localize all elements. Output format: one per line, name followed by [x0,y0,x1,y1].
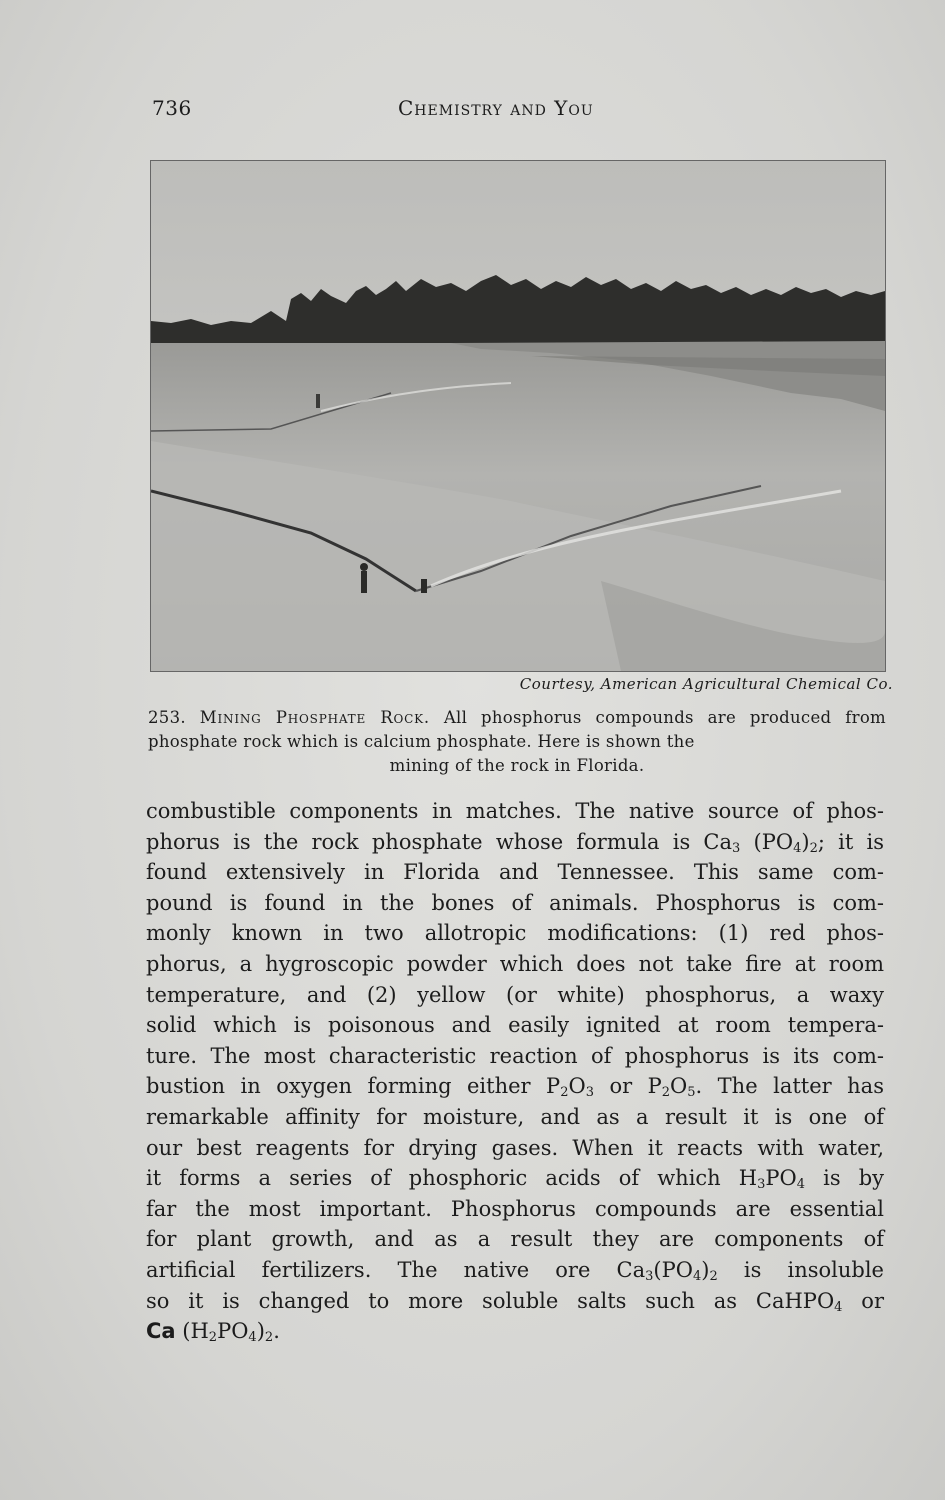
text-line: so it is changed to more soluble salts such as CaHPO$_4$ or [146,1288,884,1315]
text-line: remarkable affinity for moisture, and as a result it is one of [146,1104,884,1129]
text-line: phorus, a hygroscopic powder which does not take fire at room [146,951,884,976]
photo-credit: Courtesy, American Agricultural Chemical Co. [519,675,893,693]
text-line: phorus is the rock phosphate whose formula is $Ca_3$ $(PO_4)_2$; it is [146,829,884,856]
text-line: bustion in oxygen forming either $P_2O_3$ or $P_2O_5$. The latter has [146,1074,884,1101]
text-line: solid which is poisonous and easily ignited at room tempera- [146,1013,884,1038]
text-line: combustible components in matches. The native source of phos- [146,799,884,823]
figure-number: 253. [148,708,186,727]
text-line: pound is found in the bones of animals. Phosphorus is com- [146,890,884,915]
text-line: found extensively in Florida and Tennessee. This same com- [146,860,884,885]
page-number: 736 [152,96,192,120]
text-line: our best reagents for drying gases. When it reacts with water, [146,1135,884,1160]
text-line: ture. The most characteristic reaction of phosphorus is its com- [146,1043,884,1068]
mining-photograph [150,160,886,672]
body-paragraph [146,796,884,1347]
figure-caption [148,706,886,778]
text-line: Ca $(H_2PO_4)_2$. [146,1319,280,1346]
text-line: far the most important. Phosphorus compounds are essential [146,1196,884,1221]
text-line: monly known in two allotropic modifications: (1) red phos- [146,921,884,946]
caption-last-line: mining of the rock in Florida. [389,756,645,775]
page-header [152,96,882,126]
running-title: Chemistry and You [398,96,594,120]
figure-title: Mining Phosphate Rock. [199,708,430,727]
mining-photo-image [151,161,885,671]
caption-text: All phosphorus compounds are produced from phosphate rock which is calcium phosphate. Here is shown the [148,708,886,751]
text-line: it forms a series of phosphoric acids of which $H_3PO_4$ is by [146,1166,884,1193]
text-line: artificial fertilizers. The native ore $Ca_3(PO_4)_2$ is insoluble [146,1257,884,1284]
text-line: temperature, and (2) yellow (or white) phosphorus, a waxy [146,982,884,1007]
text-line: for plant growth, and as a result they are components of [146,1227,884,1252]
